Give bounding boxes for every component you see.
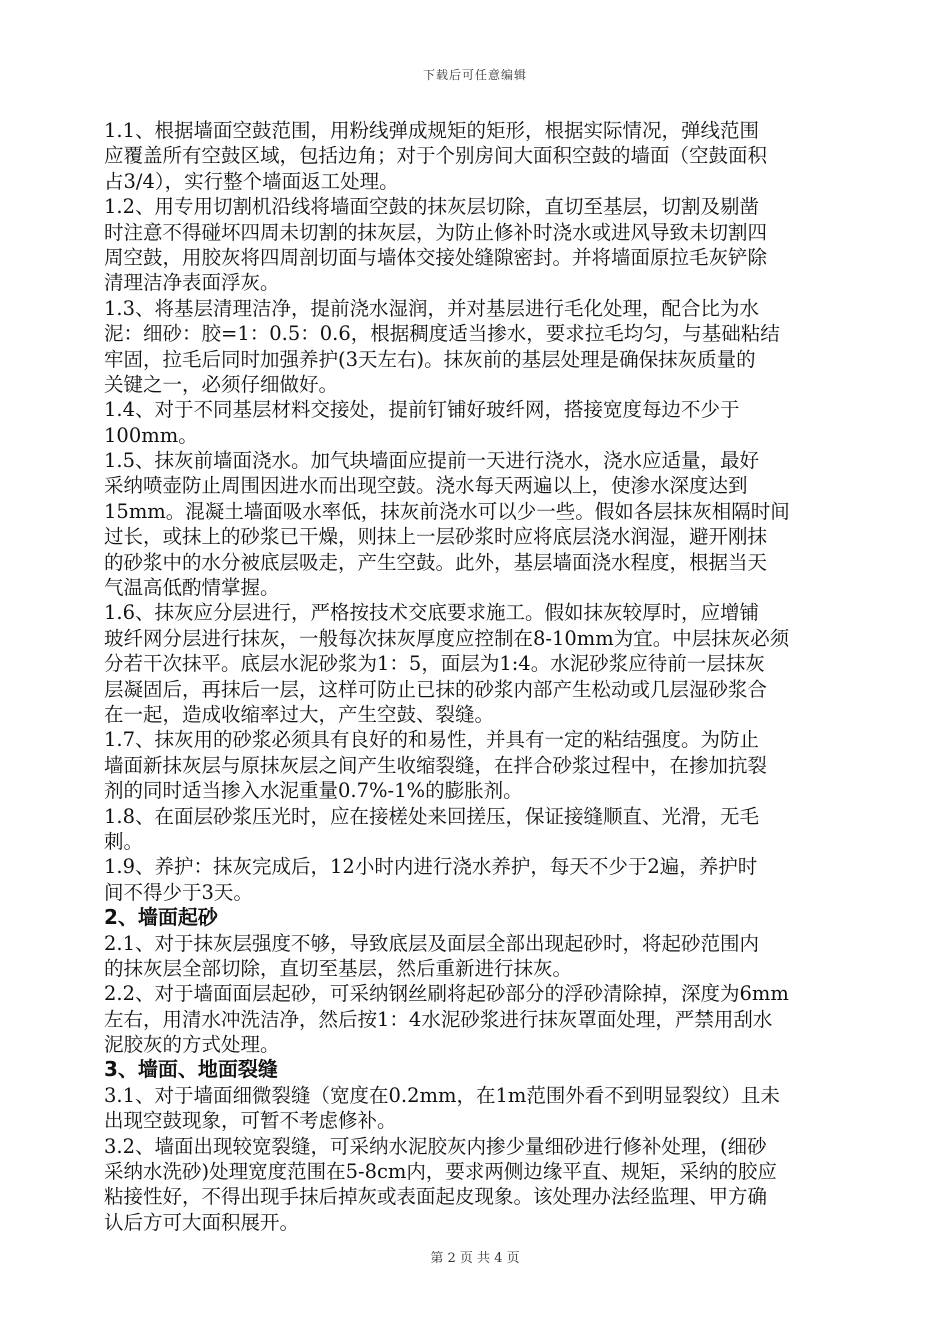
text-line: 占3/4），实行整个墙面返工处理。 [104,169,399,193]
text-line: 在一起，造成收缩率过大，产生空鼓、裂缝。 [104,702,495,726]
text-line: 15mm。混凝土墙面吸水率低，抹灰前浇水可以少一些。假如各层抹灰相隔时间 [104,499,790,523]
text-line: 牢固，拉毛后同时加强养护(3天左右)。抹灰前的基层处理是确保抹灰质量的 [104,347,756,371]
text-line: 1.9、养护：抹灰完成后，12小时内进行浇水养护，每天不少于2遍，养护时 [104,855,758,879]
text-line: 出现空鼓现象，可暂不考虑修补。 [104,1109,397,1133]
text-line: 气温高低酌情掌握。 [104,576,280,600]
document-body [104,118,872,1235]
section-heading: 2、墙面起砂 [104,905,218,930]
text-line: 墙面新抹灰层与原抹灰层之间产生收缩裂缝，在拌合砂浆过程中，在掺加抗裂 [104,753,768,777]
text-line: 清理洁净表面浮灰。 [104,271,280,295]
text-line: 粘接性好，不得出现手抹后掉灰或表面起皮现象。该处理办法经监理、甲方确 [104,1185,768,1209]
text-line: 3.1、对于墙面细微裂缝（宽度在0.2mm，在1m范围外看不到明显裂纹）且未 [104,1083,780,1107]
text-line: 2.1、对于抹灰层强度不够，导致底层及面层全部出现起砂时，将起砂范围内 [104,931,760,955]
text-line: 1.6、抹灰应分层进行，严格按技术交底要求施工。假如抹灰较厚时，应增铺 [104,601,760,625]
text-line: 关键之一，必须仔细做好。 [104,372,339,396]
text-line: 采纳水洗砂)处理宽度范围在5-8cm内，要求两侧边缘平直、规矩，采纳的胶应 [104,1160,777,1184]
text-line: 玻纤网分层进行抹灰，一般每次抹灰厚度应控制在8-10mm为宜。中层抹灰必须 [104,626,790,650]
text-line: 分若干次抹平。底层水泥砂浆为1：5，面层为1:4。水泥砂浆应待前一层抹灰 [104,652,765,676]
text-line: 3.2、墙面出现较宽裂缝，可采纳水泥胶灰内掺少量细砂进行修补处理，(细砂 [104,1134,767,1158]
page-footer: 第 2 页 共 4 页 [430,1251,520,1266]
text-line: 100mm。 [104,423,198,447]
text-line: 时注意不得碰坏四周未切割的抹灰层，为防止修补时浇水或进风导致未切割四 [104,220,768,244]
text-line: 泥：细砂：胶=1：0.5：0.6，根据稠度适当掺水，要求拉毛均匀，与基础粘结 [104,322,780,346]
text-line: 的抹灰层全部切除，直切至基层，然后重新进行抹灰。 [104,956,573,980]
text-line: 剂的同时适当掺入水泥重量0.7%-1%的膨胀剂。 [104,779,523,803]
text-line: 1.2、用专用切割机沿线将墙面空鼓的抹灰层切除，直切至基层，切割及剔凿 [104,195,760,219]
text-line: 2.2、对于墙面面层起砂，可采纳钢丝刷将起砂部分的浮砂清除掉，深度为6mm [104,982,789,1006]
text-line: 采纳喷壶防止周围因进水而出现空鼓。浇水每天两遍以上，使渗水深度达到 [104,474,748,498]
text-line: 1.3、将基层清理洁净，提前浇水湿润，并对基层进行毛化处理，配合比为水 [104,296,760,320]
text-line: 1.4、对于不同基层材料交接处，提前钉铺好玻纤网，搭接宽度每边不少于 [104,398,740,422]
text-line: 的砂浆中的水分被底层吸走，产生空鼓。此外，基层墙面浇水程度，根据当天 [104,550,768,574]
text-line: 层凝固后，再抹后一层，这样可防止已抹的砂浆内部产生松动或几层湿砂浆合 [104,677,768,701]
text-line: 间不得少于3天。 [104,880,253,904]
text-line: 左右，用清水冲洗洁净，然后按1：4水泥砂浆进行抹灰罩面处理，严禁用刮水 [104,1007,773,1031]
text-line: 泥胶灰的方式处理。 [104,1033,280,1057]
page-header: 下载后可任意编辑 [422,68,527,82]
text-line: 1.8、在面层砂浆压光时，应在接槎处来回搓压，保证接缝顺直、光滑，无毛 [104,804,760,828]
text-line: 1.7、抹灰用的砂浆必须具有良好的和易性，并具有一定的粘结强度。为防止 [104,728,760,752]
section-heading: 3、墙面、地面裂缝 [104,1057,278,1082]
text-line: 过长，或抹上的砂浆已干燥，则抹上一层砂浆时应将底层浇水润湿，避开刚抹 [104,525,768,549]
text-line: 1.1、根据墙面空鼓范围，用粉线弹成规矩的矩形，根据实际情况，弹线范围 [104,119,760,142]
text-line: 认后方可大面积展开。 [104,1210,300,1234]
text-line: 1.5、抹灰前墙面浇水。加气块墙面应提前一天进行浇水，浇水应适量，最好 [104,449,760,473]
text-line: 应覆盖所有空鼓区域，包括边角；对于个别房间大面积空鼓的墙面（空鼓面积 [104,144,768,168]
text-line: 周空鼓，用胶灰将四周剖切面与墙体交接处缝隙密封。并将墙面原拉毛灰铲除 [104,245,768,269]
text-line: 刺。 [104,829,144,853]
